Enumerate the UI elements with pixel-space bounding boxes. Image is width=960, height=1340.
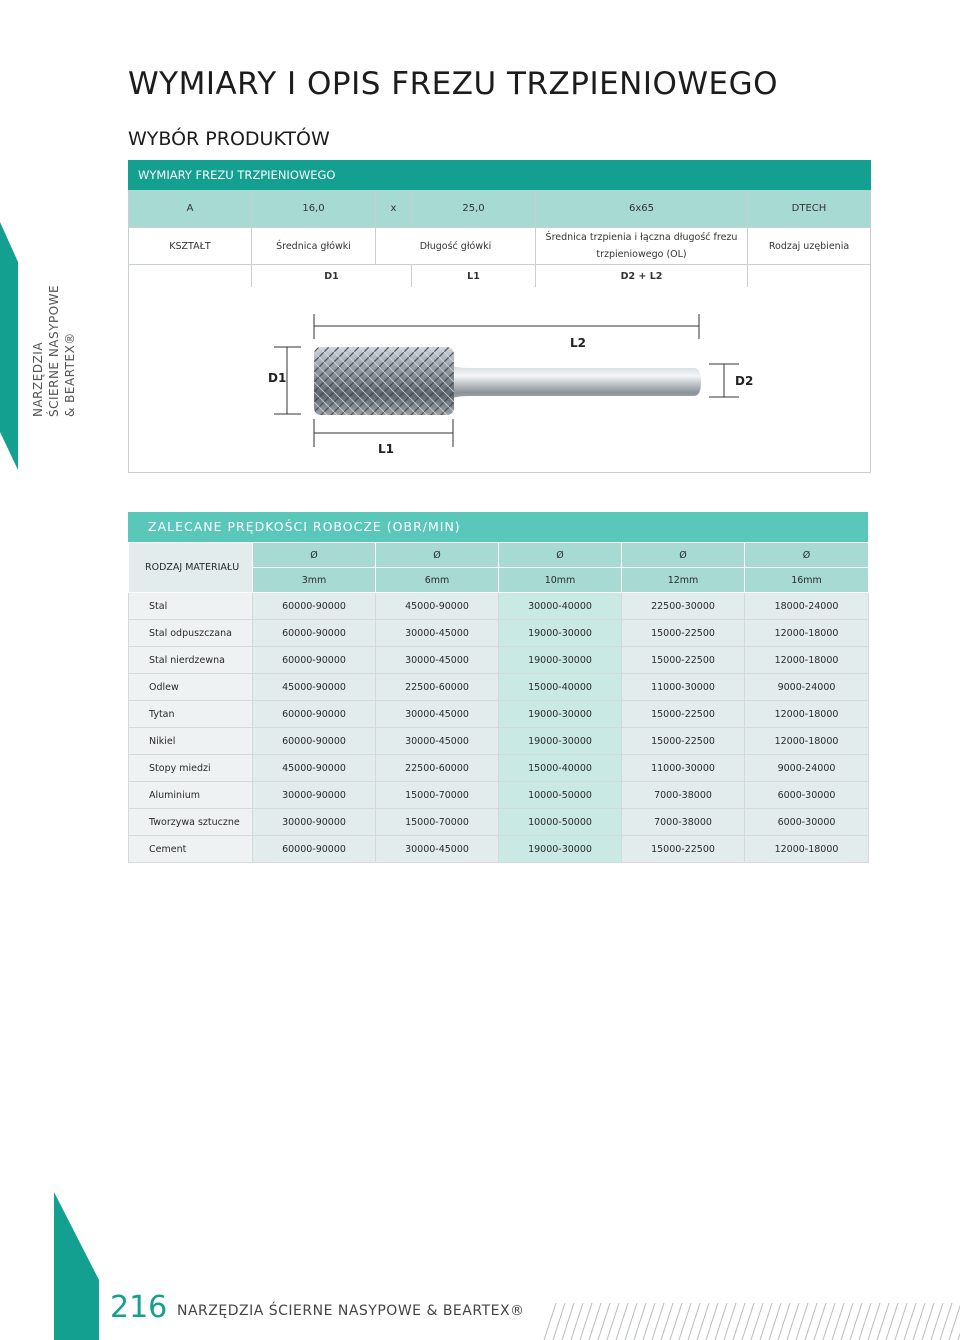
speed-value: 7000-38000: [622, 782, 745, 809]
speed-row: [129, 836, 869, 863]
burr-shank: [429, 361, 701, 403]
stripe: [787, 1303, 799, 1340]
symbol-d2-l2: D2 + L2: [536, 265, 748, 288]
speed-value: 15000-22500: [622, 701, 745, 728]
dimension-value: DTECH: [748, 190, 871, 228]
speed-value: 11000-30000: [622, 674, 745, 701]
stripe: [805, 1303, 817, 1340]
speed-value: 60000-90000: [253, 593, 376, 620]
diameter-value: 12mm: [622, 568, 745, 593]
speed-row: [129, 620, 869, 647]
speed-value: 12000-18000: [745, 701, 869, 728]
material-name: Nikiel: [129, 728, 253, 755]
speed-row: [129, 809, 869, 836]
speed-row: [129, 728, 869, 755]
stripe: [634, 1303, 646, 1340]
stripe: [652, 1303, 664, 1340]
speed-value: 45000-90000: [376, 593, 499, 620]
stripe: [850, 1303, 862, 1340]
speed-row: [129, 782, 869, 809]
material-name: Odlew: [129, 674, 253, 701]
dimension-value: 25,0: [412, 190, 536, 228]
speed-value: 12000-18000: [745, 620, 869, 647]
speed-value: 11000-30000: [622, 755, 745, 782]
page-title: WYMIARY I OPIS FREZU TRZPIENIOWEGO: [128, 66, 779, 102]
shank-label-line1: Średnica trzpienia i łączna długość frezu: [545, 232, 738, 243]
speed-value: 15000-22500: [622, 620, 745, 647]
speed-value: 12000-18000: [745, 728, 869, 755]
stripe: [679, 1303, 691, 1340]
speed-value: 10000-50000: [499, 809, 622, 836]
stripe: [778, 1303, 790, 1340]
material-name: Stal odpuszczana: [129, 620, 253, 647]
stripe: [841, 1303, 853, 1340]
stripe: [913, 1303, 925, 1340]
stripe: [670, 1303, 682, 1340]
stripe: [814, 1303, 826, 1340]
speed-value: 30000-90000: [253, 782, 376, 809]
speed-value: 60000-90000: [253, 620, 376, 647]
speed-value: 60000-90000: [253, 701, 376, 728]
dimension-table-header: WYMIARY FREZU TRZPIENIOWEGO: [129, 161, 871, 190]
speed-value: 60000-90000: [253, 647, 376, 674]
stripe: [562, 1303, 574, 1340]
shank-label-line2: trzpieniowego (OL): [596, 249, 687, 260]
l2-label: L2: [570, 336, 586, 350]
empty-cell: [748, 265, 871, 288]
stripe: [544, 1303, 556, 1340]
speed-value: 30000-45000: [376, 728, 499, 755]
diameter-symbol: Ø: [376, 543, 499, 568]
material-name: Cement: [129, 836, 253, 863]
material-header: RODZAJ MATERIAŁU: [129, 543, 253, 593]
diameter-value: 16mm: [745, 568, 869, 593]
speed-value: 9000-24000: [745, 674, 869, 701]
stripe: [616, 1303, 628, 1340]
dimension-symbols-row: [129, 265, 871, 288]
diameter-symbol: Ø: [745, 543, 869, 568]
speed-row: [129, 593, 869, 620]
speed-value: 30000-45000: [376, 647, 499, 674]
dimension-values-row: [129, 190, 871, 228]
diameter-value: 6mm: [376, 568, 499, 593]
material-name: Stal nierdzewna: [129, 647, 253, 674]
speed-row: [129, 674, 869, 701]
speed-value: 60000-90000: [253, 836, 376, 863]
d1-label: D1: [268, 371, 287, 385]
empty-cell: [129, 265, 252, 288]
section-title: WYBÓR PRODUKTÓW: [128, 128, 330, 150]
speed-row: [129, 755, 869, 782]
diameter-symbol: Ø: [622, 543, 745, 568]
speed-value: 19000-30000: [499, 728, 622, 755]
l1-label: L1: [378, 442, 394, 456]
stripe: [796, 1303, 808, 1340]
speed-value: 30000-45000: [376, 836, 499, 863]
dimension-value: x: [376, 190, 412, 228]
dimension-table: [128, 160, 871, 288]
dimension-labels-row: [129, 228, 871, 265]
shape-label: KSZTAŁT: [129, 228, 252, 265]
speed-value: 30000-40000: [499, 593, 622, 620]
footer-accent-shape: [54, 1192, 100, 1340]
side-label-line1: NARZĘDZIA: [31, 341, 45, 417]
material-name: Stal: [129, 593, 253, 620]
material-name: Tytan: [129, 701, 253, 728]
speed-value: 22500-60000: [376, 674, 499, 701]
stripe: [877, 1303, 889, 1340]
speed-value: 15000-70000: [376, 809, 499, 836]
speed-table: [128, 542, 869, 863]
speed-value: 15000-40000: [499, 674, 622, 701]
speed-value: 7000-38000: [622, 809, 745, 836]
diameter-symbol: Ø: [253, 543, 376, 568]
speed-table-title: [128, 512, 868, 542]
stripe: [832, 1303, 844, 1340]
stripe: [598, 1303, 610, 1340]
head-diameter-label: Średnica główki: [252, 228, 376, 265]
diameter-value: 3mm: [253, 568, 376, 593]
stripe: [589, 1303, 601, 1340]
speed-value: 45000-90000: [253, 755, 376, 782]
speed-value: 15000-40000: [499, 755, 622, 782]
speed-value: 18000-24000: [745, 593, 869, 620]
stripe: [769, 1303, 781, 1340]
speed-value: 60000-90000: [253, 728, 376, 755]
stripe: [706, 1303, 718, 1340]
stripe: [886, 1303, 898, 1340]
shank-label: [536, 228, 748, 265]
material-name: Tworzywa sztuczne: [129, 809, 253, 836]
symbol-l1: L1: [412, 265, 536, 288]
speed-table-title-text: ZALECANE PRĘDKOŚCI ROBOCZE (OBR/MIN): [148, 519, 461, 534]
speed-value: 22500-60000: [376, 755, 499, 782]
stripe: [940, 1303, 952, 1340]
footer-text: NARZĘDZIA ŚCIERNE NASYPOWE & BEARTEX®: [177, 1303, 525, 1319]
stripe: [580, 1303, 592, 1340]
side-label-line3: & BEARTEX®: [63, 332, 77, 417]
stripe: [715, 1303, 727, 1340]
burr-diagram: [128, 287, 871, 473]
speed-value: 6000-30000: [745, 809, 869, 836]
speed-value: 15000-22500: [622, 728, 745, 755]
stripe: [553, 1303, 565, 1340]
speed-value: 30000-90000: [253, 809, 376, 836]
speed-value: 30000-45000: [376, 620, 499, 647]
stripe: [625, 1303, 637, 1340]
d2-label: D2: [735, 374, 754, 388]
stripe: [751, 1303, 763, 1340]
dimension-value: A: [129, 190, 252, 228]
speed-value: 19000-30000: [499, 620, 622, 647]
dimension-value: 6x65: [536, 190, 748, 228]
symbol-d1: D1: [252, 265, 412, 288]
speed-value: 22500-30000: [622, 593, 745, 620]
dimension-value: 16,0: [252, 190, 376, 228]
speed-value: 12000-18000: [745, 647, 869, 674]
diameter-value: 10mm: [499, 568, 622, 593]
speed-value: 10000-50000: [499, 782, 622, 809]
stripe: [697, 1303, 709, 1340]
speed-row: [129, 647, 869, 674]
speed-row: [129, 701, 869, 728]
stripe: [643, 1303, 655, 1340]
speed-value: 6000-30000: [745, 782, 869, 809]
speed-value: 12000-18000: [745, 836, 869, 863]
speed-value: 15000-22500: [622, 647, 745, 674]
stripe: [859, 1303, 871, 1340]
speed-value: 15000-70000: [376, 782, 499, 809]
stripe: [688, 1303, 700, 1340]
speed-value: 9000-24000: [745, 755, 869, 782]
stripe: [571, 1303, 583, 1340]
material-name: Aluminium: [129, 782, 253, 809]
speed-value: 15000-22500: [622, 836, 745, 863]
stripe: [895, 1303, 907, 1340]
head-length-label: Długość główki: [376, 228, 536, 265]
speed-value: 30000-45000: [376, 701, 499, 728]
stripe: [904, 1303, 916, 1340]
speed-value: 45000-90000: [253, 674, 376, 701]
stripe: [868, 1303, 880, 1340]
side-accent-shape: [0, 222, 20, 472]
tooth-type-label: Rodzaj uzębienia: [748, 228, 871, 265]
stripe: [607, 1303, 619, 1340]
stripe: [931, 1303, 943, 1340]
page-number: 216: [110, 1290, 168, 1325]
footer-stripes: [536, 1303, 960, 1340]
stripe: [742, 1303, 754, 1340]
stripe: [724, 1303, 736, 1340]
speed-header-row: [129, 543, 869, 568]
speed-value: 19000-30000: [499, 647, 622, 674]
material-name: Stopy miedzi: [129, 755, 253, 782]
burr-head-teeth: [314, 347, 454, 415]
side-label-line2: ŚCIERNE NASYPOWE: [47, 284, 61, 417]
stripe: [733, 1303, 745, 1340]
speed-value: 19000-30000: [499, 836, 622, 863]
stripe: [760, 1303, 772, 1340]
stripe: [922, 1303, 934, 1340]
side-label: [30, 285, 78, 417]
diameter-symbol: Ø: [499, 543, 622, 568]
stripe: [661, 1303, 673, 1340]
speed-value: 19000-30000: [499, 701, 622, 728]
burr-drawing: [129, 287, 870, 472]
stripe: [823, 1303, 835, 1340]
